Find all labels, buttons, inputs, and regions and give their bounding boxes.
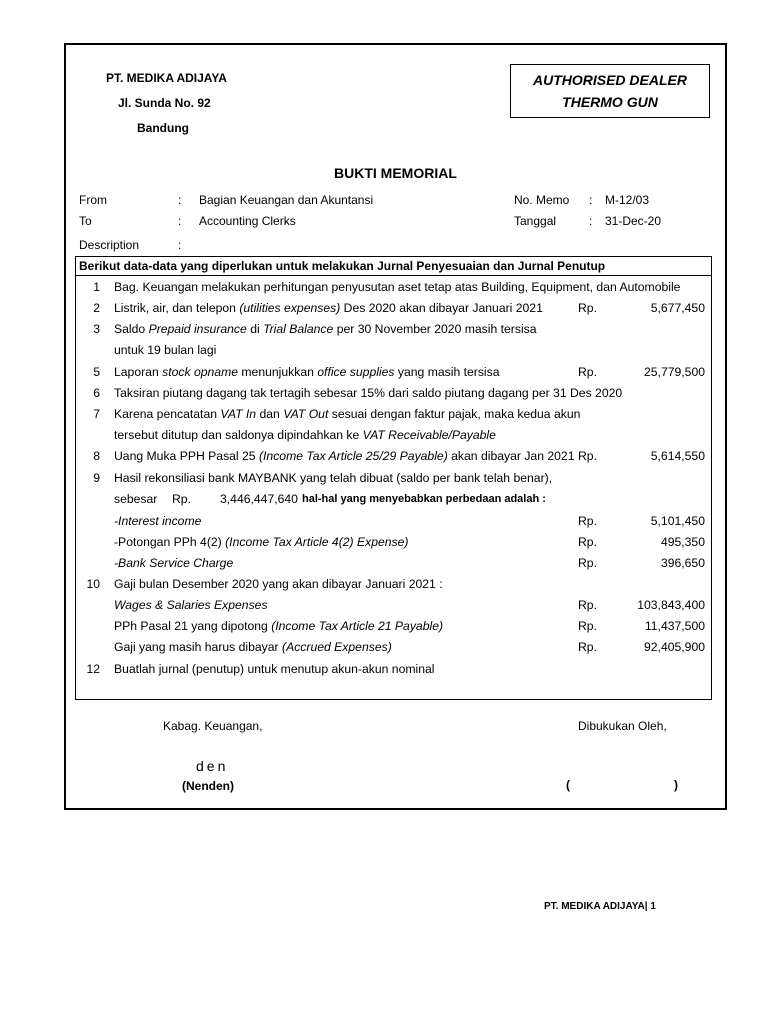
instructions-header: Berikut data-data yang diperlukan untuk melakukan Jurnal Penyesuaian dan Jurnal Penutup [76,258,711,276]
description-colon: : [178,238,182,252]
company-address: Jl. Sunda No. 92 [118,96,211,110]
item-number: 6 [93,386,100,400]
to-colon: : [178,214,182,228]
item-text: -Potongan PPh 4(2) (Income Tax Article 4(2) Expense) [114,535,409,549]
company-name: PT. MEDIKA ADIJAYA [106,71,227,85]
right-signatory-close-paren: ) [674,778,678,792]
currency-label: Rp. [578,640,597,654]
item-text: Taksiran piutang dagang tak tertagih sebesar 15% dari saldo piutang dagang per 31 Des 2020 [114,386,623,400]
to-label: To [79,214,92,228]
dealer-line-1: AUTHORISED DEALER [532,72,687,88]
list-item [76,659,711,680]
left-signatory-name: (Nenden) [182,779,234,793]
list-item-continued [76,553,711,574]
item-text: hal-hal yang menyebabkan perbedaan adalah : [302,493,546,505]
dealer-line-2: THERMO GUN [562,94,658,110]
list-item [76,404,711,425]
item-number: 5 [93,365,100,379]
item-text: Bag. Keuangan melakukan perhitungan penyusutan aset tetap atas Building, Equipment, dan Automobile [114,280,681,294]
item-text: Hasil rekonsiliasi bank MAYBANK yang telah dibuat (saldo per bank telah benar), [114,471,553,485]
page-footer: PT. MEDIKA ADIJAYA| 1 [544,901,656,912]
item-text: Saldo Prepaid insurance di Trial Balance per 30 November 2020 masih tersisa [114,322,537,336]
currency-label: Rp. [578,365,597,379]
company-city: Bandung [137,121,189,135]
list-item-continued [76,425,711,446]
item-number: 10 [86,577,100,591]
list-item-continued [76,511,711,532]
currency-label: Rp. [578,514,597,528]
item-text: -Bank Service Charge [114,556,234,570]
left-signatory-title: Kabag. Keuangan, [163,719,263,733]
memo-no-colon: : [589,193,593,207]
list-item [76,468,711,489]
from-value: Bagian Keuangan dan Akuntansi [199,193,374,207]
dealer-box [510,64,710,118]
list-item-continued [76,637,711,658]
item-amount: 396,650 [660,556,705,570]
item-text: untuk 19 bulan lagi [114,343,217,357]
item-amount: 25,779,500 [644,365,705,379]
date-value: 31-Dec-20 [605,214,662,228]
item-text: Karena pencatatan VAT In dan VAT Out sesuai dengan faktur pajak, maka kedua akun [114,407,581,421]
list-item-continued [76,340,711,361]
currency-label: Rp. [578,598,597,612]
currency-label: Rp. [578,619,597,633]
item-text: Gaji yang masih harus dibayar (Accrued Expenses) [114,640,392,654]
item-text: Buatlah jurnal (penutup) untuk menutup akun-akun nominal [114,662,435,676]
date-colon: : [589,214,593,228]
from-colon: : [178,193,182,207]
item-text: Wages & Salaries Expenses [114,598,268,612]
item-number: 2 [93,301,100,315]
list-item-continued [76,489,711,510]
currency-label: Rp. [172,492,191,506]
list-item [76,446,711,467]
right-signatory-open-paren: ( [566,778,570,792]
document-title: BUKTI MEMORIAL [334,165,457,181]
item-text: Uang Muka PPH Pasal 25 (Income Tax Article 25/29 Payable) akan dibayar Jan 2021 [114,449,575,463]
item-text: -Interest income [114,514,202,528]
item-text: Listrik, air, dan telepon (utilities expenses) Des 2020 akan dibayar Januari 2021 [114,301,543,315]
item-amount: 5,101,450 [650,514,705,528]
currency-label: Rp. [578,556,597,570]
currency-label: Rp. [578,535,597,549]
item-text: PPh Pasal 21 yang dipotong (Income Tax Article 21 Payable) [114,619,444,633]
item-text: Laporan stock opname menunjukkan office supplies yang masih tersisa [114,365,500,379]
date-label: Tanggal [514,214,557,228]
item-text: Gaji bulan Desember 2020 yang akan dibayar Januari 2021 : [114,577,443,591]
item-number: 8 [93,449,100,463]
currency-label: Rp. [578,449,597,463]
item-number: 12 [86,662,100,676]
currency-label: Rp. [578,301,597,315]
signature-mark: den [196,758,229,774]
list-item [76,362,711,383]
from-label: From [79,193,107,207]
item-amount: 5,677,450 [650,301,705,315]
list-item [76,574,711,595]
memo-no-value: M-12/03 [605,193,650,207]
description-label: Description [79,238,140,252]
item-amount: 5,614,550 [650,449,705,463]
right-signatory-title: Dibukukan Oleh, [578,719,667,733]
memo-no-label: No. Memo [514,193,570,207]
list-item [76,277,711,298]
item-text: sebesar [114,492,158,506]
list-item-continued [76,532,711,553]
item-number: 1 [93,280,100,294]
item-number: 9 [93,471,100,485]
list-item [76,298,711,319]
item-amount: 92,405,900 [644,640,705,654]
item-amount: 11,437,500 [644,619,705,633]
item-text: tersebut ditutup dan saldonya dipindahkan ke VAT Receivable/Payable [114,428,496,442]
list-item-continued [76,616,711,637]
item-number: 7 [93,407,100,421]
list-item-continued [76,595,711,616]
item-amount: 103,843,400 [637,598,705,612]
to-value: Accounting Clerks [199,214,296,228]
reconciliation-amount: 3,446,447,640 [220,492,298,506]
list-item [76,319,711,340]
item-number: 3 [93,322,100,336]
item-amount: 495,350 [660,535,705,549]
list-item [76,383,711,404]
